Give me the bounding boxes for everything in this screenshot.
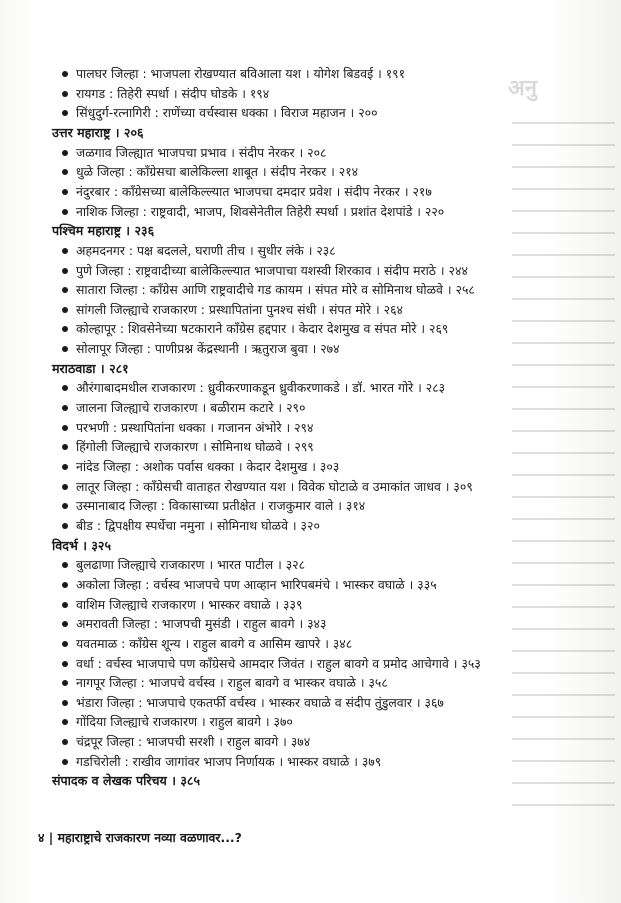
- toc-entry-text: जालना जिल्ह्याचे राजकारण । बळीराम कटारे । २९०: [76, 400, 306, 416]
- section-heading: पश्चिम महाराष्ट्र । २३६: [52, 223, 155, 239]
- toc-entry-text: अमरावती जिल्हा : भाजपची मुसंडी । राहुल बावगे । ३४३: [76, 616, 327, 632]
- bullet-icon: [62, 661, 68, 667]
- bullet-icon: [62, 621, 68, 627]
- toc-entry-text: परभणी : प्रस्थापितांना धक्का । गजानन अंभोरे । २९४: [76, 419, 314, 435]
- toc-entry-text: पुणे जिल्हा : राष्ट्रवादीच्या बालेकिल्ल्यात भाजपाचा यशस्वी शिरकाव । संदीप मराठे । २४४: [76, 262, 468, 278]
- toc-entry-text: बीड : द्विपक्षीय स्पर्धेचा नमुना । सोमिनाथ घोळवे । ३२०: [76, 517, 320, 533]
- bullet-icon: [62, 326, 68, 332]
- bullet-icon: [62, 503, 68, 509]
- toc-entry-text: धुळे जिल्हा : काँग्रेसचा बालेकिल्ला शाबूत । संदीप नेरकर । २१४: [76, 164, 359, 180]
- toc-entry-text: पालघर जिल्हा : भाजपला रोखण्यात बविआला यश । योगेश बिडवई । १९१: [76, 66, 406, 81]
- toc-entry-text: भंडारा जिल्हा : भाजपाचे एकतर्फी वर्चस्व । भास्कर वघाळे व संदीप तुंडुलवार । ३६७: [76, 694, 444, 710]
- section-heading: मराठवाडा । २८१: [52, 360, 129, 376]
- toc-entry-text: औरंगाबादमधील राजकारण : ध्रुवीकरणाकडून ध्रुवीकरणाकडे । डॉ. भारत गोरे । २८३: [76, 380, 446, 396]
- bullet-icon: [62, 91, 68, 97]
- toc-entry-text: बुलढाणा जिल्ह्याचे राजकारण । भारत पाटील । ३२८: [76, 557, 306, 573]
- toc-entry-text: अकोला जिल्हा : वर्चस्व भाजपचे पण आव्हान भारिपबमंचे । भास्कर वघाळे । ३३५: [76, 576, 437, 592]
- toc-entry-text: सातारा जिल्हा : काँग्रेस आणि राष्ट्रवादीचे गड कायम । संपत मोरे व सोमिनाथ घोळवे । २५८: [76, 282, 475, 298]
- bullet-icon: [62, 189, 68, 195]
- toc-entry-text: हिंगोली जिल्ह्याचे राजकारण । सोमिनाथ घोळवे । २९९: [76, 439, 314, 455]
- toc-entry-text: सांगली जिल्ह्याचे राजकारण : प्रस्थापितांना पुनश्च संधी । संपत मोरे । २६४: [76, 301, 403, 317]
- toc-entry-text: सोलापूर जिल्हा : पाणीप्रश्न केंद्रस्थानी । ऋतुराज बुवा । २७४: [76, 341, 340, 357]
- bullet-icon: [62, 71, 68, 77]
- bullet-icon: [62, 641, 68, 647]
- bleed-through-text: अनु: [502, 72, 621, 832]
- bullet-icon: [62, 700, 68, 706]
- section-heading: विदर्भ । ३२५: [52, 537, 111, 553]
- bullet-icon: [62, 602, 68, 608]
- bullet-icon: [62, 680, 68, 686]
- toc-entry-text: वर्धा : वर्चस्व भाजपाचे पण काँग्रेसचे आमदार जिवंत । राहुल बावगे व प्रमोद आचेगावे । ३५३: [76, 655, 481, 671]
- bullet-icon: [62, 444, 68, 450]
- bullet-icon: [62, 209, 68, 215]
- bullet-icon: [62, 346, 68, 352]
- bullet-icon: [62, 739, 68, 745]
- toc-entry-text: उस्मानाबाद जिल्हा : विकासाच्या प्रतीक्षेत । राजकुमार वाले । ३१४: [76, 498, 366, 514]
- toc-entry-text: गोंदिया जिल्ह्याचे राजकारण । राहुल बावगे । ३७०: [76, 714, 293, 730]
- bullet-icon: [62, 484, 68, 490]
- bullet-icon: [62, 385, 68, 391]
- toc-entry-text: नांदेड जिल्हा : अशोक पर्वास धक्का । केदार देशमुख । ३०३: [76, 459, 340, 474]
- toc-entry-text: अहमदनगर : पक्ष बदलले, घराणी तीच । सुधीर लंके । २३८: [76, 242, 336, 258]
- toc-entry-text: यवतमाळ : काँग्रेस शून्य । राहुल बावगे व आसिम खापरे । ३४८: [76, 635, 353, 651]
- toc-entry-text: नागपूर जिल्हा : भाजपचे वर्चस्व । राहुल बावगे व भास्कर वघाळे । ३५८: [76, 675, 388, 691]
- toc-entry-text: कोल्हापूर : शिवसेनेच्या षटकाराने काँग्रेस हद्दपार । केदार देशमुख व संपत मोरे । २६९: [76, 321, 449, 337]
- section-heading: उत्तर महाराष्ट्र । २०६: [52, 124, 144, 140]
- section-heading: संपादक व लेखक परिचय । ३८५: [52, 773, 201, 789]
- bullet-icon: [62, 523, 68, 529]
- bullet-icon: [62, 248, 68, 254]
- toc-entry-text: गडचिरोली : राखीव जागांवर भाजप निर्णायक । भास्कर वघाळे । ३७९: [76, 753, 382, 769]
- bullet-icon: [62, 582, 68, 588]
- bullet-icon: [62, 425, 68, 431]
- toc-entry-text: वाशिम जिल्ह्याचे राजकारण । भास्कर वघाळे । ३३९: [76, 596, 303, 612]
- bullet-icon: [62, 405, 68, 411]
- toc-entry-text: नाशिक जिल्हा : राष्ट्रवादी, भाजप, शिवसेनेतील तिहेरी स्पर्धा । प्रशांत देशपांडे । २२०: [76, 203, 445, 219]
- bullet-icon: [62, 150, 68, 156]
- toc-entry-text: नंदुरबार : काँग्रेसच्या बालेकिल्ल्यात भाजपचा दमदार प्रवेश । संदीप नेरकर । २१७: [76, 183, 432, 199]
- page-footer: ४ | महाराष्ट्राचे राजकारण नव्या वळणावर...?: [38, 830, 242, 845]
- bullet-icon: [62, 759, 68, 765]
- toc-entry-text: रायगड : तिहेरी स्पर्धा । संदीप घोडके । १९४: [76, 85, 270, 101]
- bullet-icon: [62, 464, 68, 470]
- toc-entry-text: जळगाव जिल्ह्यात भाजपचा प्रभाव । संदीप नेरकर । २०८: [76, 144, 327, 160]
- bullet-icon: [62, 287, 68, 293]
- toc-entry-text: चंद्रपूर जिल्हा : भाजपची सरशी । राहुल बावगे । ३७४: [76, 734, 311, 750]
- bullet-icon: [62, 719, 68, 725]
- bullet-icon: [62, 169, 68, 175]
- bullet-icon: [62, 307, 68, 313]
- bullet-icon: [62, 562, 68, 568]
- toc-entry-text: सिंधुदुर्ग-रत्नागिरी : राणेंच्या वर्चस्वास धक्का । विराज महाजन । २००: [76, 105, 378, 121]
- toc-entry-text: लातूर जिल्हा : काँग्रेसची वाताहत रोखण्यात यश । विवेक घोटाळे व उमाकांत जाधव । ३०९: [76, 478, 473, 494]
- bullet-icon: [62, 268, 68, 274]
- bullet-icon: [62, 110, 68, 116]
